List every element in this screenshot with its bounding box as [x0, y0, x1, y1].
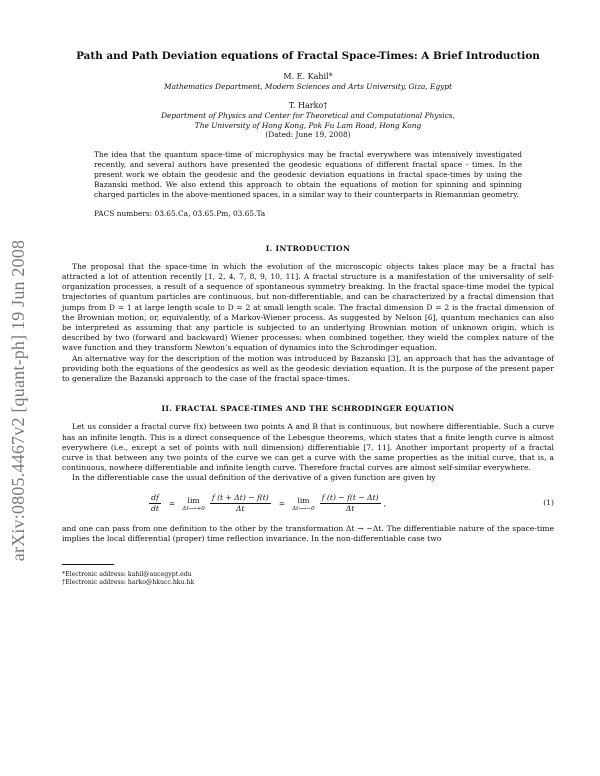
abstract: The idea that the quantum space-time of microphysics may be fractal everywhere was intensively investigated recently, and several authors have presented the geodesic equations of different fractal space - times. In the present work we obtain the geodesic and the geodesic deviation equations in fractal space-times by using the Bazanski method. We also extend this approach to obtain the equations of motion for spinning and spinning charged particles in the above-mentioned spaces, in a similar way to their counterparts in Riemannian geometry.	[94, 150, 522, 199]
affiliation-2-line-2: The University of Hong Kong, Pok Fu Lam Road, Hong Kong	[194, 120, 422, 130]
equation-1: $\frac{df}{dt}$ = lim Δt⟶+0 $\frac{f (t + \Delta t) - f(t)}{\Delta t}$ = lim Δt⟶−0 $\frac{f (t) - f(t - \Delta t)}{\Delta t}$ , (1)	[151, 493, 554, 514]
fractal-paragraph-3: and one can pass from one definition to the other by the transformation Δt → −Δt. The differentiable nature of the space-time implies the local differential (proper) time reflection invariance. In the non-differentiable case two	[62, 523, 554, 543]
paper-title: Path and Path Deviation equations of Fractal Space-Times: A Brief Introduction	[76, 50, 540, 62]
eq-limit-backward: lim Δt⟶−0	[292, 495, 315, 512]
pacs-numbers: PACS numbers: 03.65.Ca, 03.65.Pm, 03.65.Ta	[94, 209, 266, 219]
eq-lhs-fraction: $\frac{df}{dt}$	[151, 493, 159, 514]
eq-forward-fraction: $\frac{f (t + \Delta t) - f(t)}{\Delta t}$	[211, 493, 269, 514]
section-heading-fractal: II. FRACTAL SPACE-TIMES AND THE SCHRODINGER EQUATION	[161, 404, 455, 414]
footnote-rule	[62, 564, 114, 565]
intro-paragraph-1: The proposal that the space-time in which the evolution of the microscopic objects takes place may be a fractal has attracted a lot of attention recently [1, 2, 4, 7, 8, 9, 10, 11]. A fractal structure is a manifestation of the universality of self-organization processes, a result of a sequence of spontaneous symmetry breaking. In the fractal space-time model the typical trajectories of quantum particles are continuous, but non-differentiable, and can be characterized by a fractal dimension that jumps from D = 1 at large length scale to D = 2 at small length scale. The fractal dimension D = 2 is the fractal dimension of the Brownian motion, or, equivalently, of a Markov-Wiener process. As suggested by Nelson [6], quantum mechanics can also be interpreted as assuming that any particle is subjected to an underlying Brownian motion of unknown origin, which is described by two (forward and backward) Wiener processes: when combined together, they wield the complex nature of the wave function and they transform Newton’s equation of dynamics into the Schrodinger equation.	[62, 261, 554, 353]
date-line: (Dated: June 19, 2008)	[265, 130, 351, 140]
fractal-paragraph-2: In the differentiable case the usual definition of the derivative of a given function are given by	[72, 473, 436, 483]
affiliation-1: Mathematics Department, Modern Sciences and Arts University, Giza, Egypt	[164, 82, 452, 92]
footnote-2: †Electronic address: harko@hkucc.hku.hk	[62, 579, 195, 587]
section-heading-introduction: I. INTRODUCTION	[265, 243, 351, 253]
footnote-1: *Electronic address: kahil@aucegypt.edu	[62, 571, 192, 579]
equation-number: (1)	[543, 497, 554, 507]
eq-backward-fraction: $\frac{f (t) - f(t - \Delta t)}{\Delta t}$	[321, 493, 379, 514]
fractal-paragraph-1: Let us consider a fractal curve f(x) between two points A and B that is continuous, but nowhere differentiable. Such a curve has an infinite length. This is a direct consequence of the Lebesgue theorems, which states that a finite length curve is almost everywhere (i.e., except a set of points with null dimension) differentiable [7, 11]. Another important property of a fractal curve is that between any two points of the curve we can get a curve with the same properties as the initial curve, that is, a continuous, nowhere differentiable and infinite length curve. Therefore fractal curves are almost self-similar everywhere.	[62, 422, 554, 473]
affiliation-2-line-1: Department of Physics and Center for Theoretical and Computational Physics,	[161, 111, 455, 120]
eq-limit-forward: lim Δt⟶+0	[182, 495, 205, 512]
author-1: M. E. Kahil*	[283, 72, 333, 81]
arxiv-stamp	[2, 200, 36, 600]
author-2: T. Harko†	[288, 100, 328, 110]
intro-paragraph-2: An alternative way for the description of the motion was introduced by Bazanski [3], an approach that has the advantage of providing both the equations of the geodesics as well as the geodesic deviation equation. It is the purpose of the present paper to generalize the Bazanski approach to the case of the fractal space-times.	[62, 353, 554, 384]
arxiv-id: arXiv:0805.4467v2 [quant-ph] 19 Jun 2008	[8, 239, 29, 561]
paper-page	[62, 50, 554, 587]
